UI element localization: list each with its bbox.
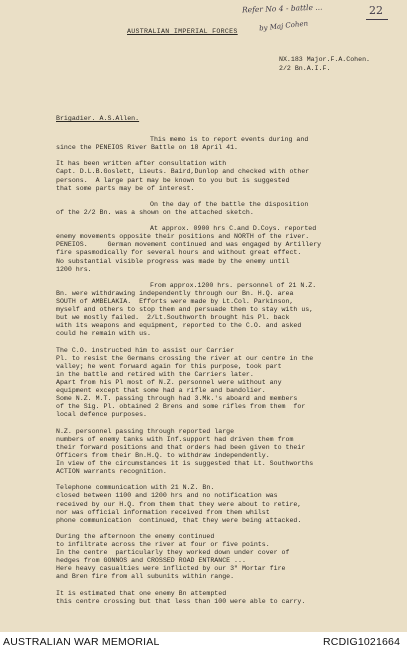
memo-line: valley; he went forward again for this purpose, took part	[56, 362, 282, 370]
memo-line: could he remain with us.	[56, 330, 151, 338]
memo-line: In the centre particularly they worked down under cover of	[56, 549, 290, 557]
memo-line: phone communication continued, that they were being attacked.	[56, 516, 302, 524]
handwritten-note: Refer No 4 - battle ...	[241, 2, 323, 15]
memo-line: with its weapons and equipment, reported to the C.O. and asked	[56, 322, 302, 330]
memo-line: numbers of enemy tanks with Inf.support had driven them from	[56, 435, 294, 443]
memo-line: Bn. were withdrawing independently through our Bn. H.Q. area	[56, 289, 294, 297]
memo-line: local defence purposes.	[56, 411, 148, 419]
memo-line: to infiltrate across the river at four or five points.	[56, 541, 270, 548]
salutation: Brigadier. A.S.Allen.	[56, 115, 140, 122]
memo-line: This memo is to report events during and	[150, 136, 309, 143]
memo-line: N.Z. personnel passing through reported large	[56, 427, 235, 435]
memo-line: No substantial visible progress was made by the enemy until	[56, 257, 290, 265]
memo-line: since the PENEIOS River Battle on 18 April 41.	[56, 144, 239, 152]
memo-line: It has been written after consultation with	[56, 160, 227, 168]
memo-line: The C.O. instructed him to assist our Carrier	[56, 346, 235, 354]
memo-line: Pl. to resist the Germans crossing the river at our centre in the	[56, 354, 314, 362]
memo-line: nor was official information received from them whilst	[56, 508, 270, 516]
document-title: AUSTRALIAN IMPERIAL FORCES	[127, 28, 238, 35]
memo-line: their forward positions and that orders had been given to their	[56, 443, 306, 451]
memo-line: closed between 1100 and 1200 hrs and no notification was	[56, 492, 278, 500]
memo-line: that some parts may be of interest.	[56, 184, 195, 192]
memo-line: Telephone communication with 21 N.Z. Bn.	[56, 484, 215, 492]
memo-line: of the Sig. Pl. obtained 2 Brens and some rifles from them for	[56, 403, 306, 411]
memo-line: SOUTH of AMBELAKIA. Efforts were made by Lt.Col. Parkinson,	[56, 298, 294, 305]
memo-line: From approx.1200 hrs. personnel of 21 N.Z.	[150, 281, 317, 289]
footer-id: RCDIG1021664	[323, 636, 401, 648]
memo-line: enemy movements opposite their positions and NORTH of the river.	[56, 233, 310, 241]
memo-line: PENEIOS. German movement continued and was engaged by Artillery	[56, 241, 322, 249]
memo-line: this centre crossing but that less than 100 were able to carry.	[56, 597, 306, 605]
memo-line: myself and others to stop them and persuade them to stay with us,	[56, 306, 314, 314]
memo-line: received by our H.Q. from them that they were about to retire,	[56, 500, 302, 508]
memo-line: During the afternoon the enemy continued	[56, 532, 215, 540]
memo-line: Apart from his Pl most of N.Z. personnel were without any	[56, 379, 282, 386]
memo-line: in the battle and retired with the Carriers later.	[56, 370, 254, 378]
memo-line: Some N.Z. M.T. passing through had 3.Mk.'s aboard and members	[56, 395, 298, 403]
memo-line: At approx. 0900 hrs C.and D.Coys. reported	[150, 225, 317, 233]
memo-line: In view of the circumstances it is suggested that Lt. Southworths	[56, 460, 314, 467]
handwritten-page-number: 22	[369, 4, 383, 17]
memo-line: persons. A large part may be known to you but is suggested	[56, 176, 290, 184]
memo-line: Here heavy casualties were inflicted by our 3" Mortar fire	[56, 565, 286, 573]
memo-line: ACTION warrants recognition.	[56, 468, 167, 476]
memo-line: and Bren fire from all subunits within range.	[56, 573, 235, 581]
reference-line-2: 2/2 Bn.A.I.F.	[279, 65, 331, 72]
memo-line: On the day of the battle the disposition	[150, 200, 309, 208]
memo-line: equipment except that some had a rifle and bandolier.	[56, 387, 266, 395]
memo-line: hedges from GONNOS and CROSSED ROAD ENTRANCE ...	[56, 557, 250, 565]
memo-line: fire spasmodically for several hours and without great effect.	[56, 249, 302, 257]
memo-line: It is estimated that one enemy Bn attempted	[56, 589, 227, 597]
memo-line: Officers from their Bn.H.Q. to withdraw independently.	[56, 451, 270, 459]
memo-line: but we mostly failed. 2/Lt.Southworth brought his Pl. back	[56, 314, 290, 322]
memo-line: of the 2/2 Bn. was a shown on the attached sketch.	[56, 208, 254, 216]
footer-source: AUSTRALIAN WAR MEMORIAL	[3, 636, 160, 648]
page-number-underline	[366, 19, 388, 20]
memo-line: Capt. D.L.B.Goslett, Lieuts. Baird,Dunlop and checked with other	[56, 168, 310, 176]
reference-line-1: NX.183 Major.F.A.Cohen.	[279, 56, 371, 63]
memo-line: 1200 hrs.	[56, 265, 92, 273]
archive-footer	[0, 632, 407, 654]
handwritten-note-sub: by Maj Cohen	[258, 19, 309, 33]
